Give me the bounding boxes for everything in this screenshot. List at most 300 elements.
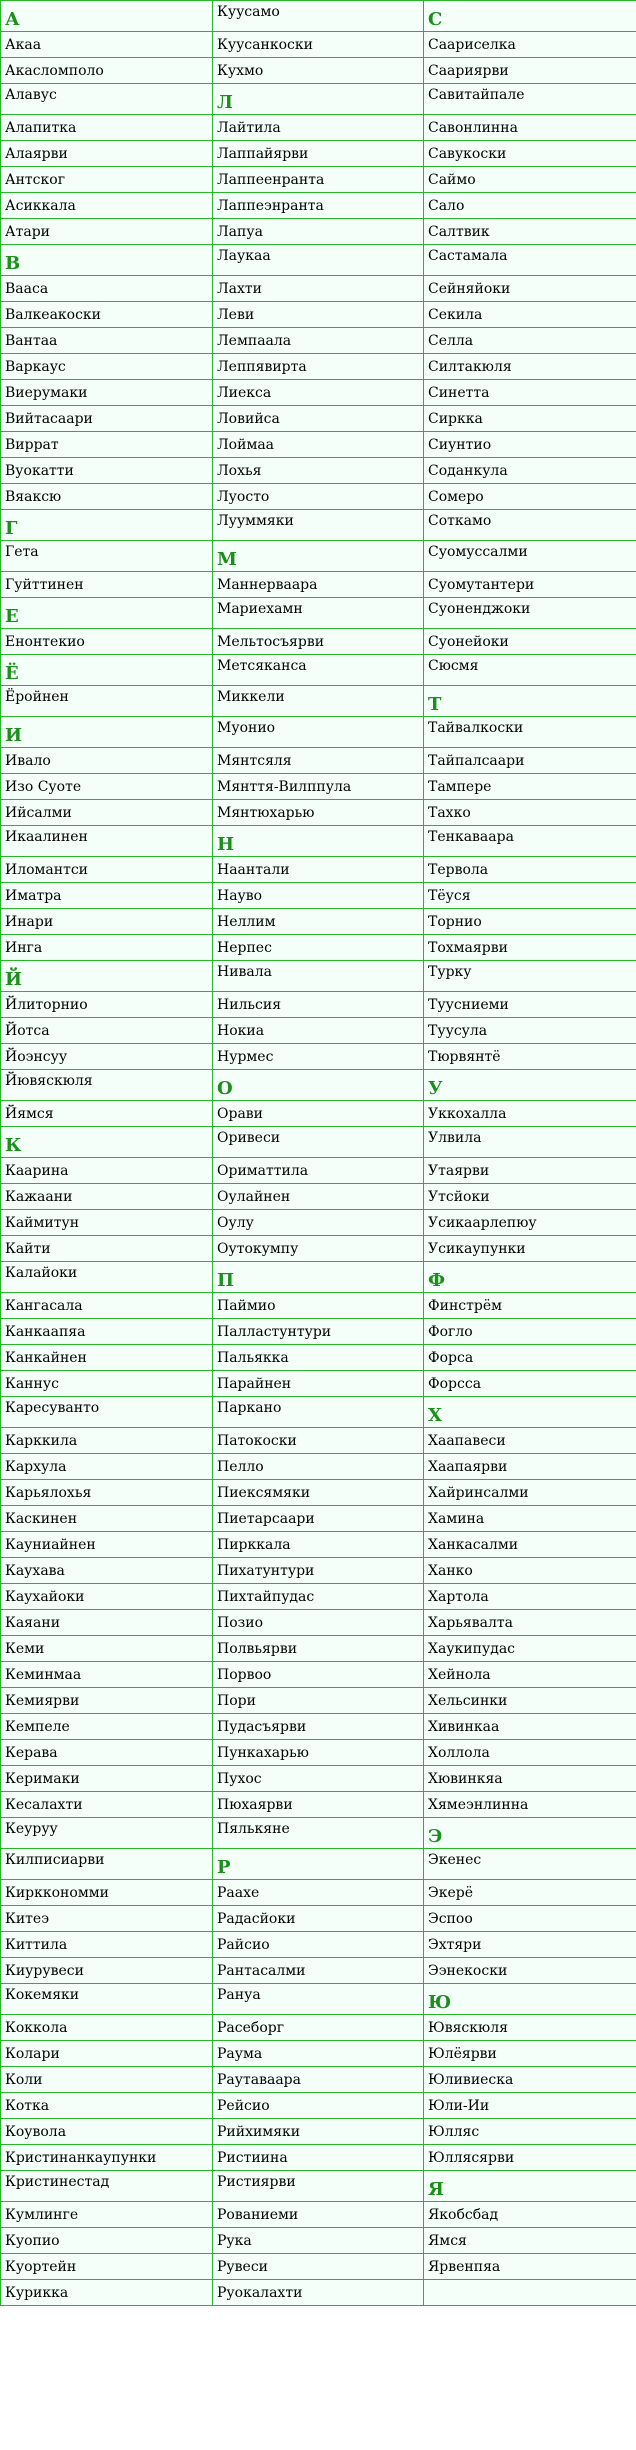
city-name-cell: Керава: [1, 1740, 213, 1766]
city-name-cell: Рейсио: [213, 2093, 424, 2119]
city-name-cell: Ивало: [1, 748, 213, 774]
city-name-cell: Ханкасалми: [424, 1532, 636, 1558]
city-name-cell: Коувола: [1, 2119, 213, 2145]
city-name-cell: Састамала: [424, 245, 636, 276]
city-name-cell: Суомутантери: [424, 572, 636, 598]
city-name-cell: Виерумаки: [1, 380, 213, 406]
city-name-cell: Йлиторнио: [1, 992, 213, 1018]
table-row: [1, 2119, 636, 2145]
table-row: [1, 1792, 636, 1818]
city-name-cell: Хивинкаа: [424, 1714, 636, 1740]
city-name-cell: Оутокумпу: [213, 1236, 424, 1262]
city-name-cell: Ристиина: [213, 2145, 424, 2171]
city-name-cell: Лиекса: [213, 380, 424, 406]
city-name-cell: Нурмес: [213, 1044, 424, 1070]
table-row: [1, 458, 636, 484]
city-name-cell: Леппявирта: [213, 354, 424, 380]
city-name-cell: Сомеро: [424, 484, 636, 510]
city-name-cell: Туусула: [424, 1018, 636, 1044]
city-name-cell: Пальякка: [213, 1345, 424, 1371]
letter-heading: [213, 1849, 424, 1880]
letter-heading: [424, 1070, 636, 1101]
city-name-cell: Вуокатти: [1, 458, 213, 484]
city-name-cell: Инга: [1, 935, 213, 961]
letter-heading: [1, 961, 213, 992]
table-row: [1, 686, 636, 717]
city-name-cell: Оривеси: [213, 1127, 424, 1158]
city-name-cell: Пори: [213, 1688, 424, 1714]
city-name-cell: Вяаксю: [1, 484, 213, 510]
city-name-cell: Финстрём: [424, 1293, 636, 1319]
table-row: [1, 961, 636, 992]
city-name-cell: Лаукаа: [213, 245, 424, 276]
city-name-cell: Луосто: [213, 484, 424, 510]
table-row: [1, 484, 636, 510]
letter-heading-text: Ю: [428, 1992, 452, 2013]
city-name-cell: Паймио: [213, 1293, 424, 1319]
city-name-cell: Лаппеенранта: [213, 167, 424, 193]
table-row: [1, 1610, 636, 1636]
city-name-cell: Лаппайярви: [213, 141, 424, 167]
city-name-cell: Килписиарви: [1, 1849, 213, 1880]
table-row: [1, 1184, 636, 1210]
city-name-cell: Холлола: [424, 1740, 636, 1766]
city-name-cell: Куортейн: [1, 2254, 213, 2280]
city-name-cell: Асиккала: [1, 193, 213, 219]
city-name-cell: Курикка: [1, 2280, 213, 2306]
city-name-cell: Савонлинна: [424, 115, 636, 141]
city-name-cell: Сюсмя: [424, 655, 636, 686]
city-name-cell: Йювяскюля: [1, 1070, 213, 1101]
city-name-cell: Кристинестад: [1, 2171, 213, 2202]
city-name-cell: Кокемяки: [1, 1984, 213, 2015]
city-name-cell: Патокоски: [213, 1428, 424, 1454]
city-name-cell: Карьялохья: [1, 1480, 213, 1506]
city-name-cell: Каухава: [1, 1558, 213, 1584]
letter-heading: [1, 655, 213, 686]
city-name-cell: Хювинкяа: [424, 1766, 636, 1792]
city-name-cell: Якобсбад: [424, 2202, 636, 2228]
city-name-cell: Секила: [424, 302, 636, 328]
table-row: [1, 774, 636, 800]
city-name-cell: Паркано: [213, 1397, 424, 1428]
table-row: [1, 380, 636, 406]
city-name-cell: Сало: [424, 193, 636, 219]
table-row: [1, 2041, 636, 2067]
table-row: [1, 1849, 636, 1880]
city-name-cell: Расеборг: [213, 2015, 424, 2041]
city-name-cell: Котка: [1, 2093, 213, 2119]
table-row: [1, 598, 636, 629]
table-row: [1, 2228, 636, 2254]
city-name-cell: Вааса: [1, 276, 213, 302]
city-name-cell: Тенкаваара: [424, 826, 636, 857]
city-name-cell: Пелло: [213, 1454, 424, 1480]
table-row: [1, 1584, 636, 1610]
city-name-cell: Рувеси: [213, 2254, 424, 2280]
city-name-cell: Каухайоки: [1, 1584, 213, 1610]
letter-heading: [213, 1262, 424, 1293]
table-row: [1, 1714, 636, 1740]
table-row: [1, 1932, 636, 1958]
city-name-cell: Юли-Ии: [424, 2093, 636, 2119]
city-name-cell: Туусниеми: [424, 992, 636, 1018]
city-name-cell: Экерё: [424, 1880, 636, 1906]
table-row: [1, 1262, 636, 1293]
city-name-cell: Куопио: [1, 2228, 213, 2254]
city-name-cell: Саймо: [424, 167, 636, 193]
city-name-cell: Рийхимяки: [213, 2119, 424, 2145]
city-name-cell: Синетта: [424, 380, 636, 406]
city-name-cell: Алаярви: [1, 141, 213, 167]
city-name-cell: Сиунтио: [424, 432, 636, 458]
city-name-cell: Хейнола: [424, 1662, 636, 1688]
city-name-cell: Юлляс: [424, 2119, 636, 2145]
table-row: [1, 1101, 636, 1127]
city-name-cell: Китеэ: [1, 1906, 213, 1932]
table-row: [1, 1480, 636, 1506]
table-row: [1, 1397, 636, 1428]
city-name-cell: Куусамо: [213, 1, 424, 32]
letter-heading: [1, 245, 213, 276]
city-name-cell: Пиексямяки: [213, 1480, 424, 1506]
city-name-cell: Тампере: [424, 774, 636, 800]
city-name-cell: Атари: [1, 219, 213, 245]
table-row: [1, 2145, 636, 2171]
city-name-cell: Хаукипудас: [424, 1636, 636, 1662]
city-name-cell: Ямся: [424, 2228, 636, 2254]
city-name-cell: Хельсинки: [424, 1688, 636, 1714]
city-name-cell: Юллясярви: [424, 2145, 636, 2171]
city-name-cell: Утсйоки: [424, 1184, 636, 1210]
city-name-cell: Каймитун: [1, 1210, 213, 1236]
city-name-cell: Каяани: [1, 1610, 213, 1636]
table-row: [1, 276, 636, 302]
letter-heading-text: Ё: [5, 663, 19, 684]
city-name-cell: Лахти: [213, 276, 424, 302]
city-name-cell: Икаалинен: [1, 826, 213, 857]
city-name-cell: Радасйоки: [213, 1906, 424, 1932]
city-name-cell: Позио: [213, 1610, 424, 1636]
table-row: [1, 432, 636, 458]
city-name-cell: Кархула: [1, 1454, 213, 1480]
table-row: [1, 748, 636, 774]
city-name-cell: Уккохалла: [424, 1101, 636, 1127]
city-name-cell: Раахе: [213, 1880, 424, 1906]
table-row: [1, 572, 636, 598]
table-row: [1, 1688, 636, 1714]
city-name-cell: Парайнен: [213, 1371, 424, 1397]
city-name-cell: Тайвалкоски: [424, 717, 636, 748]
city-name-cell: Тахко: [424, 800, 636, 826]
city-name-cell: Тёуся: [424, 883, 636, 909]
city-name-cell: Маннерваара: [213, 572, 424, 598]
city-name-cell: Эспоо: [424, 1906, 636, 1932]
table-row: [1, 1210, 636, 1236]
table-row: [1, 857, 636, 883]
table-row: [1, 655, 636, 686]
city-name-cell: Суонейоки: [424, 629, 636, 655]
city-name-cell: Вантаа: [1, 328, 213, 354]
city-name-cell: Кеуруу: [1, 1818, 213, 1849]
city-name-cell: Суомуссалми: [424, 541, 636, 572]
city-name-cell: Утаярви: [424, 1158, 636, 1184]
letter-heading: [424, 1397, 636, 1428]
city-name-cell: Алавус: [1, 84, 213, 115]
city-name-cell: Киурувеси: [1, 1958, 213, 1984]
city-name-cell: Хайринсалми: [424, 1480, 636, 1506]
city-name-cell: Нивала: [213, 961, 424, 992]
table-row: [1, 541, 636, 572]
table-row: [1, 1662, 636, 1688]
table-row: [1, 1158, 636, 1184]
city-name-cell: Лаппеэнранта: [213, 193, 424, 219]
table-row: [1, 115, 636, 141]
table-row: [1, 1766, 636, 1792]
city-name-cell: Канкайнен: [1, 1345, 213, 1371]
table-row: [1, 1958, 636, 1984]
letter-heading: [1, 598, 213, 629]
table-row: [1, 1818, 636, 1849]
table-row: [1, 32, 636, 58]
city-name-cell: Ээнекоски: [424, 1958, 636, 1984]
city-index-body: [1, 1, 636, 2306]
table-row: [1, 883, 636, 909]
city-name-cell: Кеминмаа: [1, 1662, 213, 1688]
city-name-cell: Мельтосъярви: [213, 629, 424, 655]
table-row: [1, 992, 636, 1018]
city-name-cell: Форсса: [424, 1371, 636, 1397]
city-name-cell: Кумлинге: [1, 2202, 213, 2228]
city-name-cell: Пихатунтури: [213, 1558, 424, 1584]
letter-heading: [1, 717, 213, 748]
city-name-cell: Мянття-Вилппула: [213, 774, 424, 800]
city-name-cell: Кемиярви: [1, 1688, 213, 1714]
city-name-cell: Калайоки: [1, 1262, 213, 1293]
city-name-cell: Мариехамн: [213, 598, 424, 629]
table-row: [1, 1558, 636, 1584]
city-name-cell: Каскинен: [1, 1506, 213, 1532]
city-name-cell: Инари: [1, 909, 213, 935]
city-name-cell: Усикаарлепюу: [424, 1210, 636, 1236]
city-name-cell: Пирккала: [213, 1532, 424, 1558]
letter-heading: [424, 1, 636, 32]
city-name-cell: Акаа: [1, 32, 213, 58]
city-name-cell: Ристиярви: [213, 2171, 424, 2202]
city-name-cell: Сейняйоки: [424, 276, 636, 302]
city-name-cell: Хамина: [424, 1506, 636, 1532]
city-name-cell: Нерпес: [213, 935, 424, 961]
letter-heading-text: А: [5, 9, 20, 30]
table-row: [1, 1984, 636, 2015]
table-row: [1, 1127, 636, 1158]
city-name-cell: Киттила: [1, 1932, 213, 1958]
letter-heading-text: О: [217, 1078, 233, 1099]
city-name-cell: Варкаус: [1, 354, 213, 380]
table-row: [1, 909, 636, 935]
city-name-cell: Пихтайпудас: [213, 1584, 424, 1610]
city-name-cell: Каарина: [1, 1158, 213, 1184]
letter-heading-text: Н: [217, 834, 235, 855]
table-row: [1, 1070, 636, 1101]
city-name-cell: Лемпаала: [213, 328, 424, 354]
table-row: [1, 1636, 636, 1662]
table-row: [1, 2093, 636, 2119]
letter-heading-text: С: [428, 9, 443, 30]
city-name-cell: Хямеэнлинна: [424, 1792, 636, 1818]
city-name-cell: Миккели: [213, 686, 424, 717]
table-row: [1, 717, 636, 748]
table-row: [1, 1319, 636, 1345]
city-name-cell: Мянтсяля: [213, 748, 424, 774]
city-name-cell: Улвила: [424, 1127, 636, 1158]
letter-heading: [424, 686, 636, 717]
city-name-cell: Наантали: [213, 857, 424, 883]
letter-heading: [213, 541, 424, 572]
table-row: [1, 193, 636, 219]
city-name-cell: Муонио: [213, 717, 424, 748]
table-row: [1, 510, 636, 541]
city-name-cell: Раутаваара: [213, 2067, 424, 2093]
letter-heading: [213, 1070, 424, 1101]
city-name-cell: Валкеакоски: [1, 302, 213, 328]
city-name-cell: Енонтекио: [1, 629, 213, 655]
city-name-cell: Лоймаа: [213, 432, 424, 458]
table-row: [1, 167, 636, 193]
table-row: [1, 1236, 636, 1262]
city-name-cell: Фогло: [424, 1319, 636, 1345]
letter-heading-text: Э: [428, 1826, 443, 1847]
letter-heading-text: М: [217, 549, 237, 570]
city-name-cell: Порвоо: [213, 1662, 424, 1688]
table-row: [1, 1880, 636, 1906]
city-name-cell: Ярвенпяа: [424, 2254, 636, 2280]
table-row: [1, 2067, 636, 2093]
table-row: [1, 2254, 636, 2280]
city-name-cell: Соткамо: [424, 510, 636, 541]
city-name-cell: Лохья: [213, 458, 424, 484]
city-name-cell: Керимаки: [1, 1766, 213, 1792]
letter-heading: [424, 1984, 636, 2015]
city-name-cell: Палластунтури: [213, 1319, 424, 1345]
table-row: [1, 1506, 636, 1532]
city-name-cell: Науво: [213, 883, 424, 909]
letter-heading-text: Ф: [428, 1270, 446, 1291]
city-name-cell: Савукоски: [424, 141, 636, 167]
city-name-cell: Рованиеми: [213, 2202, 424, 2228]
city-name-cell: Куусанкоски: [213, 32, 424, 58]
letter-heading: [424, 2171, 636, 2202]
city-name-cell: Лапуа: [213, 219, 424, 245]
city-name-cell: Кангасала: [1, 1293, 213, 1319]
city-name-cell: Тохмаярви: [424, 935, 636, 961]
table-row: [1, 1018, 636, 1044]
city-name-cell: Иматра: [1, 883, 213, 909]
city-name-cell: Пялькяне: [213, 1818, 424, 1849]
city-name-cell: Хаапавеси: [424, 1428, 636, 1454]
city-name-cell: Мянтюхарью: [213, 800, 424, 826]
city-name-cell: Кеми: [1, 1636, 213, 1662]
city-name-cell: Селла: [424, 328, 636, 354]
letter-heading: [213, 826, 424, 857]
city-name-cell: Метсяканса: [213, 655, 424, 686]
city-name-cell: Йоэнсуу: [1, 1044, 213, 1070]
city-name-cell: Пудасъярви: [213, 1714, 424, 1740]
city-name-cell: Акасломполо: [1, 58, 213, 84]
city-name-cell: Ювяскюля: [424, 2015, 636, 2041]
city-name-cell: Лууммяки: [213, 510, 424, 541]
city-name-cell: Кухмо: [213, 58, 424, 84]
table-row: [1, 1345, 636, 1371]
city-name-cell: Рука: [213, 2228, 424, 2254]
city-name-cell: Карккила: [1, 1428, 213, 1454]
table-row: [1, 1454, 636, 1480]
city-name-cell: Силтакюля: [424, 354, 636, 380]
table-row: [1, 354, 636, 380]
city-name-cell: Каресуванто: [1, 1397, 213, 1428]
city-name-cell: Тюрвянтё: [424, 1044, 636, 1070]
empty-cell: [424, 2280, 636, 2306]
city-name-cell: Оулу: [213, 1210, 424, 1236]
table-row: [1, 800, 636, 826]
table-row: [1, 219, 636, 245]
letter-heading-text: В: [5, 253, 21, 274]
city-name-cell: Эхтяри: [424, 1932, 636, 1958]
letter-heading: [424, 1262, 636, 1293]
city-name-cell: Алапитка: [1, 115, 213, 141]
city-name-cell: Ийсалми: [1, 800, 213, 826]
table-row: [1, 1428, 636, 1454]
city-name-cell: Пухос: [213, 1766, 424, 1792]
letter-heading: [1, 1127, 213, 1158]
table-row: [1, 1293, 636, 1319]
city-name-cell: Руокалахти: [213, 2280, 424, 2306]
city-name-cell: Гуйттинен: [1, 572, 213, 598]
city-name-cell: Кирккономми: [1, 1880, 213, 1906]
letter-heading-text: Я: [428, 2179, 444, 2200]
city-name-cell: Соданкула: [424, 458, 636, 484]
letter-heading-text: П: [217, 1270, 234, 1291]
letter-heading-text: У: [428, 1078, 443, 1099]
table-row: [1, 328, 636, 354]
city-name-cell: Ориматтила: [213, 1158, 424, 1184]
city-name-cell: Савитайпале: [424, 84, 636, 115]
city-name-cell: Канкаапяа: [1, 1319, 213, 1345]
city-name-cell: Хаапаярви: [424, 1454, 636, 1480]
table-row: [1, 58, 636, 84]
city-name-cell: Тайпалсаари: [424, 748, 636, 774]
city-name-cell: Коккола: [1, 2015, 213, 2041]
table-row: [1, 2015, 636, 2041]
city-name-cell: Кемпеле: [1, 1714, 213, 1740]
table-row: [1, 141, 636, 167]
city-name-cell: Кесалахти: [1, 1792, 213, 1818]
table-row: [1, 1740, 636, 1766]
city-name-cell: Пункахарью: [213, 1740, 424, 1766]
city-name-cell: Оулайнен: [213, 1184, 424, 1210]
city-name-cell: Салтвик: [424, 219, 636, 245]
city-name-cell: Райсио: [213, 1932, 424, 1958]
letter-heading-text: Е: [5, 606, 19, 627]
city-name-cell: Нокиа: [213, 1018, 424, 1044]
table-row: [1, 1532, 636, 1558]
letter-heading-text: И: [5, 725, 23, 746]
letter-heading-text: Р: [217, 1857, 231, 1878]
city-name-cell: Торнио: [424, 909, 636, 935]
city-name-cell: Форса: [424, 1345, 636, 1371]
city-name-cell: Усикаупунки: [424, 1236, 636, 1262]
city-name-cell: Юлёярви: [424, 2041, 636, 2067]
